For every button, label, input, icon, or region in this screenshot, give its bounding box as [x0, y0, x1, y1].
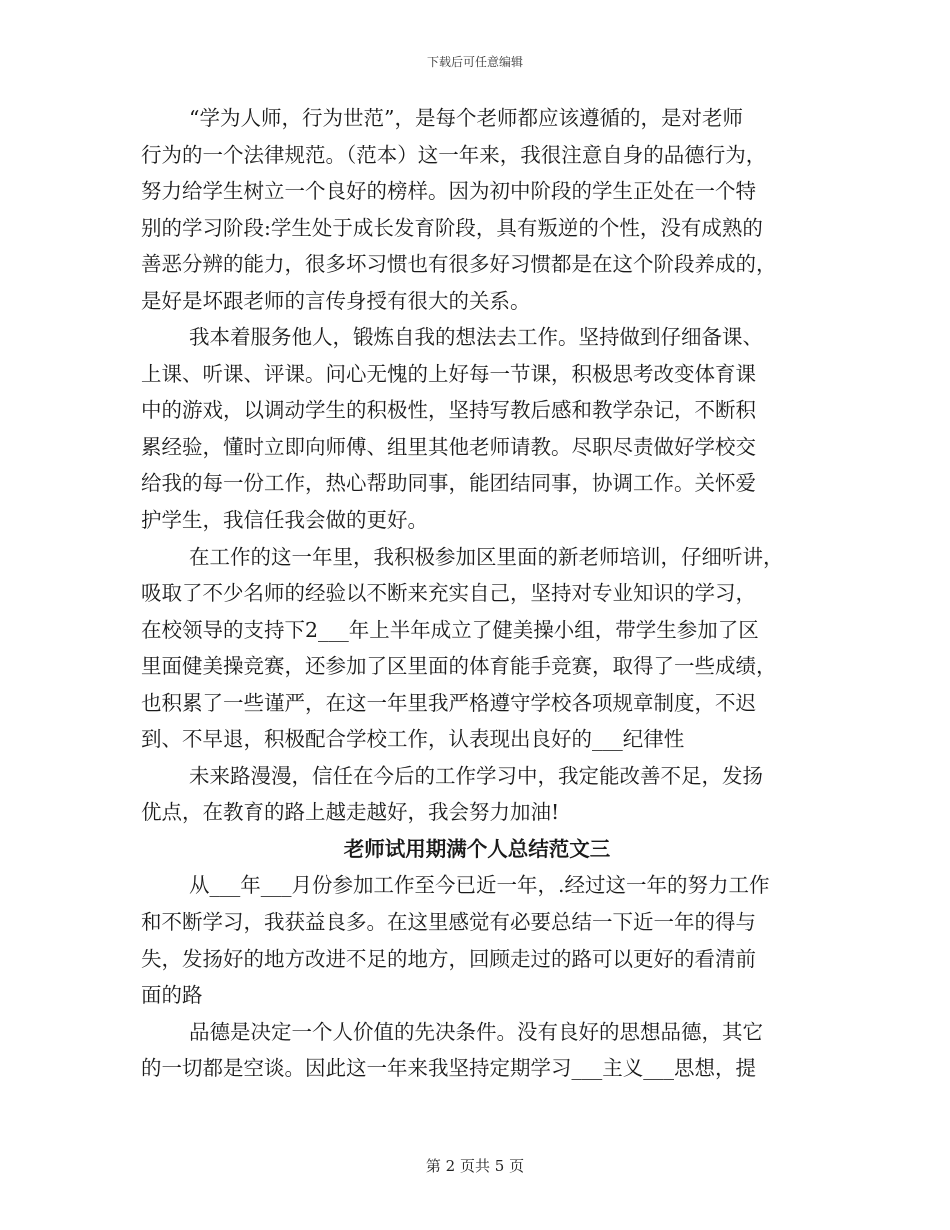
- text-line: 从___年___月份参加工作至今已近一年，.经过这一年的努力工作: [189, 873, 770, 898]
- text-line: 中的游戏，以调动学生的积极性，坚持写教后感和教学杂记，不断积: [141, 398, 756, 423]
- text-line: 别的学习阶段:学生处于成长发育阶段，具有叛逆的个性，没有成熟的: [141, 215, 763, 240]
- text-line: 吸取了不少名师的经验以不断来充实自己，坚持对专业知识的学习，: [141, 581, 756, 606]
- text-line: “学为人师，行为世范”，是每个老师都应该遵循的，是对老师: [189, 106, 743, 130]
- text-line: 里面健美操竞赛，还参加了区里面的体育能手竞赛，取得了一些成绩，: [141, 654, 777, 679]
- text-line: 未来路漫漫，信任在今后的工作学习中，我定能改善不足，发扬: [189, 763, 763, 788]
- text-line: 是好是坏跟老师的言传身授有很大的关系。: [141, 288, 531, 313]
- text-line: 累经验，懂时立即向师傅、组里其他老师请教。尽职尽责做好学校交: [141, 434, 756, 459]
- text-line: 在工作的这一年里，我积极参加区里面的新老师培训，仔细听讲，: [189, 544, 784, 569]
- text-line: 行为的一个法律规范。（范本）这一年来，我很注意自身的品德行为，: [141, 142, 767, 167]
- text-line: 的一切都是空谈。因此这一年来我坚持定期学习___主义___思想，提: [141, 1056, 756, 1081]
- text-line: 和不断学习，我获益良多。在这里感觉有必要总结一下近一年的得与: [141, 910, 756, 935]
- section-title: 老师试用期满个人总结范文三: [343, 836, 611, 861]
- page-header: 下载后可任意编辑: [426, 55, 523, 69]
- text-line: 优点，在教育的路上越走越好，我会努力加油!: [141, 800, 560, 825]
- text-line: 品德是决定一个人价值的先决条件。没有良好的思想品德，其它: [189, 1019, 763, 1044]
- text-line: 善恶分辨的能力，很多坏习惯也有很多好习惯都是在这个阶段养成的，: [141, 252, 777, 277]
- text-line: 护学生，我信任我会做的更好。: [141, 508, 428, 533]
- text-line: 也积累了一些谨严，在这一年里我严格遵守学校各项规章制度，不迟: [141, 690, 756, 715]
- text-line: 努力给学生树立一个良好的榜样。因为初中阶段的学生正处在一个特: [141, 179, 756, 204]
- text-line: 在校领导的支持下2___年上半年成立了健美操小组，带学生参加了区: [141, 617, 759, 642]
- text-line: 我本着服务他人，锻炼自我的想法去工作。坚持做到仔细备课、: [189, 325, 763, 350]
- text-line: 失，发扬好的地方改进不足的地方，回顾走过的路可以更好的看清前: [141, 946, 756, 971]
- text-line: 上课、听课、评课。问心无愧的上好每一节课，积极思考改变体育课: [141, 361, 756, 386]
- page-footer: 第 2 页共 5 页: [425, 1157, 525, 1175]
- text-line: 给我的每一份工作，热心帮助同事，能团结同事，协调工作。关怀爱: [141, 471, 756, 496]
- document-body: [141, 100, 813, 1087]
- text-line: 面的路: [141, 983, 203, 1008]
- text-line: 到、不早退，积极配合学校工作，认表现出良好的___纪律性: [141, 727, 685, 752]
